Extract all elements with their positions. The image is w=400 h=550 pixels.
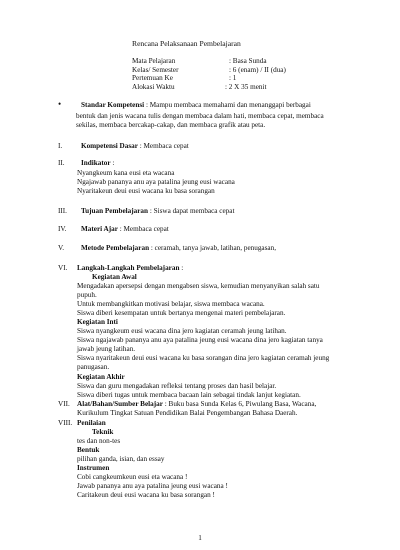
kegiatan-line: panugasan. (77, 363, 110, 371)
section-label: Alat/Bahan/Sumber Belajar (77, 400, 163, 408)
info-row-class (132, 66, 332, 75)
alat-line: Kurikulum Tingkat Satuan Pendidikan Balai Pengembangan Bahasa Daerah. (77, 409, 298, 417)
kegiatan-inti-label: Kegiatan Inti (77, 318, 118, 326)
section-number: III. (58, 207, 67, 215)
indikator-line: Ngajawab pananya anu aya patalina jeung eusi wacana (77, 178, 235, 186)
kegiatan-line: Siswa dan guru mengadakan refleksi tentang proses dan hasil belajar. (77, 382, 277, 390)
section-number: VI. (58, 264, 68, 272)
section-label: Indikator (81, 159, 111, 167)
standar-text-2: bentuk dan jenis wacana tulis dengan membaca dalam hati, membaca cepat, membaca (76, 112, 324, 120)
kegiatan-line: Siswa ngajawab pananya anu aya patalina jeung eusi wacana dina jero kagiatan tanya (77, 336, 323, 344)
section-penilaian: Penilaian (77, 419, 106, 427)
bullet-icon: • (58, 99, 62, 109)
teknik-value: tes dan non-tes (77, 437, 121, 445)
kegiatan-akhir-label: Kegiatan Akhir (77, 373, 125, 381)
instrumen-label: Instrumen (77, 464, 110, 472)
section-number: IV. (58, 225, 67, 233)
section-kompetensi-dasar: Kompetensi Dasar : Membaca cepat (81, 142, 189, 150)
section-tujuan: Tujuan Pembelajaran : Siswa dapat membaca cepat (81, 207, 235, 215)
section-label: Tujuan Pembelajaran (81, 207, 149, 215)
kegiatan-awal-label: Kegiatan Awal (92, 273, 137, 281)
info-row-time (132, 83, 332, 92)
instrumen-line: Caritakeun deui eusi wacana ku basa sorangan ! (77, 491, 215, 499)
info-key: Kelas/ Semester (132, 65, 179, 74)
standar-text: : Mampu membaca memahami dan menanggapi berbagai (144, 101, 311, 109)
info-key: Mata Pelajaran (132, 57, 176, 65)
section-number: V. (58, 244, 65, 252)
section-indikator: Indikator : (81, 159, 115, 167)
info-key: Alokasi Waktu (132, 82, 175, 91)
section-materi: Materi Ajar : Membaca cepat (81, 225, 169, 233)
section-number: VIII. (58, 419, 73, 427)
section-alat: Alat/Bahan/Sumber Belajar : Buku basa Sunda Kelas 6, Piwulang Basa, Wacana, (77, 400, 317, 408)
bentuk-value: pilihan ganda, isian, dan essay (77, 455, 165, 463)
section-label: Materi Ajar (81, 225, 118, 233)
teknik-label: Teknik (92, 428, 114, 436)
indikator-line: Nyaritakeun deui eusi wacana ku basa sorangan (77, 187, 215, 195)
page-number: 1 (198, 534, 202, 542)
kegiatan-line: jawab jeung latihan. (77, 345, 136, 353)
section-label: Kompetensi Dasar (81, 142, 138, 150)
kegiatan-line: Siswa diberi kesempatan untuk bertanya mengenai materi pembelajaran. (77, 309, 286, 317)
kegiatan-line: Siswa nyaritakeun deui eusi wacana ku basa sorangan dina jero kagiatan ceramah jeung (77, 354, 330, 362)
document-title: Rencana Pelaksanaan Pembelajaran (132, 39, 241, 48)
standar-label: Standar Kompetensi (81, 101, 145, 109)
kegiatan-line: Untuk membangkitkan motivasi belajar, siswa membaca wacana. (77, 300, 265, 308)
info-row-subject (132, 57, 332, 66)
kegiatan-line: pupuh. (77, 291, 97, 299)
info-key: Pertemuan Ke (132, 74, 173, 83)
section-number: VII. (58, 400, 70, 408)
section-label: Langkah-Langkah Pembelajaran (77, 264, 180, 272)
instrumen-line: Cobi cangkeumkeun eusi eta wacana ! (77, 473, 188, 481)
indikator-line: Nyangkeum kana eusi eta wacana (77, 169, 175, 177)
section-langkah: Langkah-Langkah Pembelajaran : (77, 264, 184, 272)
info-row-meeting (132, 74, 332, 83)
lesson-info (132, 57, 332, 91)
kegiatan-line: Siswa diberi tugas untuk membaca bacaan lain sebagai tindak lanjut kegiatan. (77, 391, 301, 399)
bentuk-label: Bentuk (77, 446, 100, 454)
info-value: : 2 X 35 menit (225, 82, 267, 91)
instrumen-line: Jawab pananya anu aya patalina jeung eusi wacana ! (77, 482, 228, 490)
kegiatan-line: Mengadakan apersepsi dengan mengabsen siswa, kemudian menyanyikan salah satu (77, 282, 320, 290)
section-label: Metode Pembelajaran (81, 244, 150, 252)
section-metode: Metode Pembelajaran : ceramah, tanya jawab, latihan, penugasan, (81, 244, 276, 252)
info-value: : 6 (enam) / II (dua) (229, 65, 286, 74)
standar-text-3: sekilas, membaca bercakap-cakap, dan membaca grafik atau peta. (76, 121, 266, 129)
section-number: I. (58, 142, 63, 150)
kegiatan-line: Siswa nyangkeum eusi wacana dina jero kagiatan ceramah jeung latihan. (77, 327, 287, 335)
info-value: : Basa Sunda (229, 57, 267, 65)
info-value: : 1 (229, 74, 237, 83)
section-number: II. (58, 159, 65, 167)
